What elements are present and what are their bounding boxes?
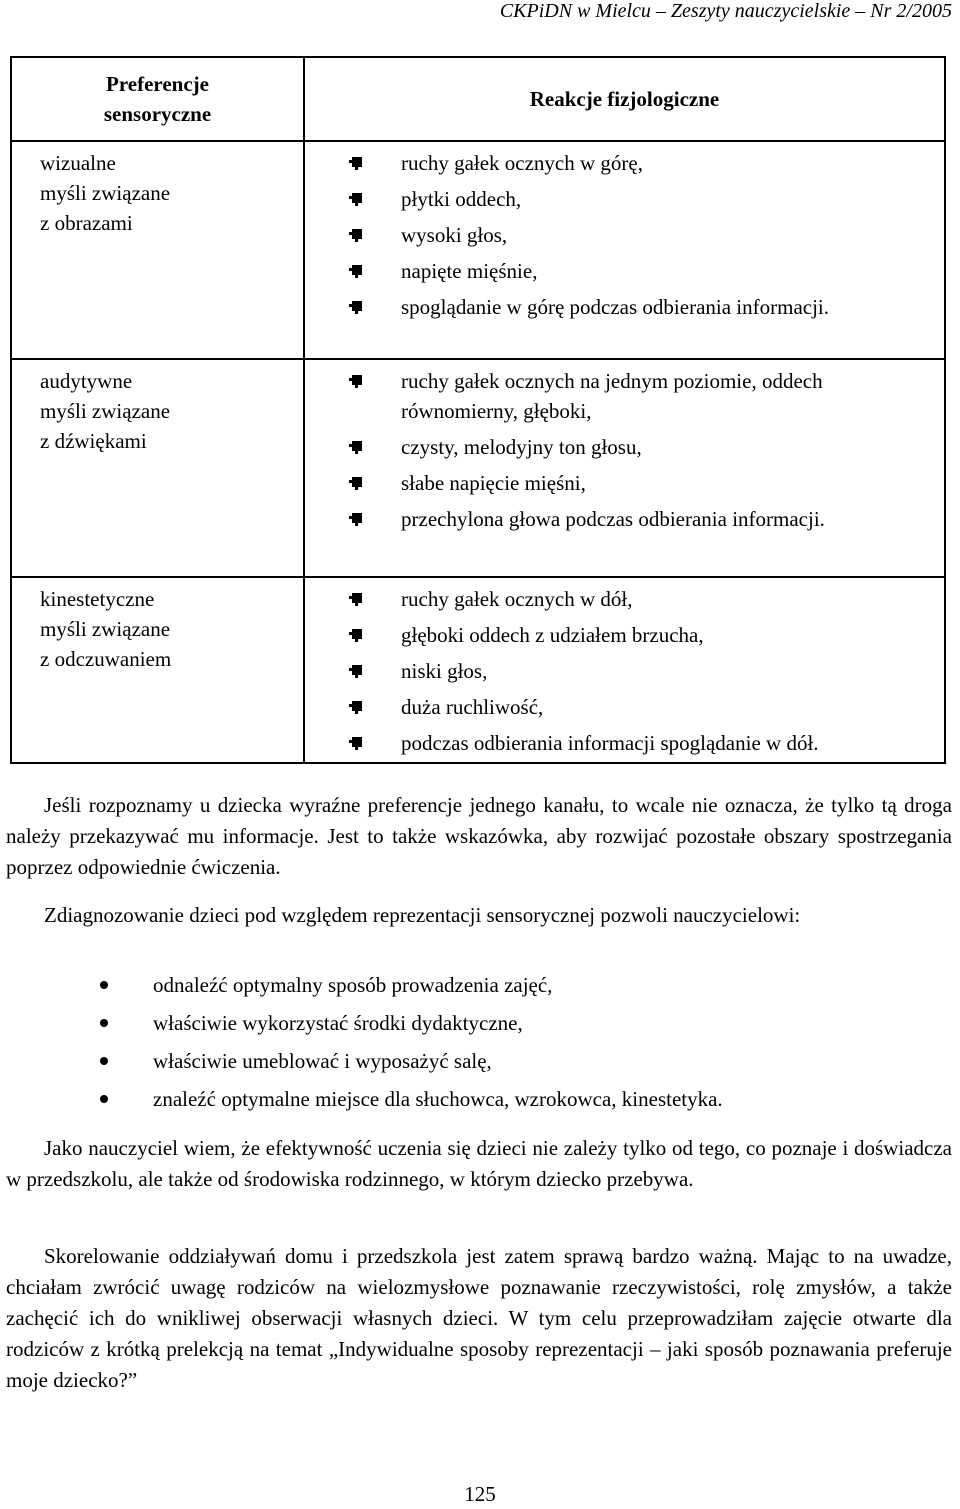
round-bullet-icon (100, 981, 108, 989)
reaction-item (305, 292, 936, 322)
list-item (100, 1042, 920, 1080)
square-bullet-icon (352, 441, 362, 451)
square-bullet-icon (352, 593, 362, 603)
round-bullet-icon (100, 1095, 108, 1103)
reaction-text: ruchy gałek ocznych w dół, (401, 587, 633, 611)
table-row-visual (11, 141, 945, 359)
modality-desc-line2: z obrazami (40, 211, 133, 235)
reaction-text: ruchy gałek ocznych na jednym poziomie, oddech równomierny, głęboki, (401, 369, 823, 423)
paragraph-text: Skorelowanie oddziaływań domu i przedszkola jest zatem sprawą bardzo ważną. Mając to na uwadze, chciałam zwrócić uwagę rodziców na wielozmysłowe poznawanie rzeczywistości, rolę zmysłów, a także zachęcić ich do wnikliwej obserwacji własnych dzieci. W tym celu przeprowadziłam zajęcie otwarte dla rodziców z krótką prelekcją na temat „Indywidualne sposoby reprezentacji – jaki sposób poznawania preferuje moje dziecko?” (6, 1244, 952, 1392)
reaction-item (305, 468, 936, 498)
square-bullet-icon (352, 629, 362, 639)
modality-name: kinestetyczne (40, 587, 155, 611)
reaction-text: wysoki głos, (401, 223, 508, 247)
square-bullet-icon (352, 375, 362, 385)
modality-name: wizualne (40, 151, 116, 175)
reaction-item (305, 148, 936, 178)
reaction-item (305, 504, 936, 534)
list-item-text: znaleźć optymalne miejsce dla słuchowca, wzrokowca, kinestetyka. (153, 1087, 723, 1111)
modality-desc-line2: z dźwiękami (40, 429, 147, 453)
paragraph-text: Jeśli rozpoznamy u dziecka wyraźne preferencje jednego kanału, to wcale nie oznacza, że tylko tą droga należy przekazywać mu informacje. Jest to także wskazówka, aby rozwijać pozostałe obszary spostrzegania poprzez odpowiednie ćwiczenia. (6, 793, 952, 879)
square-bullet-icon (352, 265, 362, 275)
reaction-text: płytki oddech, (401, 187, 522, 211)
paragraph-text: Jako nauczyciel wiem, że efektywność uczenia się dzieci nie zależy tylko od tego, co poznaje i doświadcza w przedszkolu, ale także od środowiska rodzinnego, w którym dziecko przebywa. (6, 1136, 952, 1191)
sensory-preferences-table (10, 56, 946, 764)
reaction-text: napięte mięśnie, (401, 259, 538, 283)
list-item (100, 1004, 920, 1042)
list-item-text: właściwie umeblować i wyposażyć salę, (153, 1049, 492, 1073)
reaction-text: ruchy gałek ocznych w górę, (401, 151, 643, 175)
goals-list (100, 966, 920, 1118)
reaction-item (305, 692, 936, 722)
reaction-item (305, 620, 936, 650)
reaction-item (305, 220, 936, 250)
list-item (100, 1080, 920, 1118)
list-item (100, 966, 920, 1004)
header-sensory-preferences (11, 57, 304, 141)
reaction-list (305, 584, 936, 758)
reaction-item (305, 728, 936, 758)
reaction-item (305, 256, 936, 286)
reaction-text: spoglądanie w górę podczas odbierania informacji. (401, 295, 830, 319)
square-bullet-icon (352, 193, 362, 203)
modality-cell (11, 359, 304, 577)
paragraph-text: Zdiagnozowanie dzieci pod względem reprezentacji sensorycznej pozwoli nauczycielowi: (44, 903, 801, 927)
reaction-list (305, 148, 936, 322)
paragraph-4 (6, 1241, 952, 1396)
header-physiological-reactions: Reakcje fizjologiczne (304, 57, 945, 141)
reaction-text: głęboki oddech z udziałem brzucha, (401, 623, 704, 647)
square-bullet-icon (352, 301, 362, 311)
reaction-text: przechylona głowa podczas odbierania informacji. (401, 507, 825, 531)
modality-desc-line1: myśli związane (40, 399, 171, 423)
reaction-list (305, 366, 936, 534)
list-item-text: właściwie wykorzystać środki dydaktyczne, (153, 1011, 523, 1035)
modality-cell (11, 141, 304, 359)
reaction-item (305, 184, 936, 214)
square-bullet-icon (352, 665, 362, 675)
header-col1-line1: Preferencje (106, 72, 209, 96)
paragraph-1 (6, 790, 952, 883)
reaction-item (305, 656, 936, 686)
reaction-text: duża ruchliwość, (401, 695, 544, 719)
modality-name: audytywne (40, 369, 133, 393)
paragraph-3 (6, 1133, 952, 1195)
reaction-item (305, 366, 936, 426)
running-head: CKPiDN w Mielcu – Zeszyty nauczycielskie – Nr 2/2005 (499, 0, 952, 22)
table-header-row (11, 57, 945, 141)
square-bullet-icon (352, 477, 362, 487)
round-bullet-icon (100, 1019, 108, 1027)
modality-desc-line1: myśli związane (40, 181, 171, 205)
reaction-text: słabe napięcie mięśni, (401, 471, 586, 495)
reactions-cell (304, 577, 945, 763)
table-row-auditory (11, 359, 945, 577)
square-bullet-icon (352, 229, 362, 239)
reactions-cell (304, 141, 945, 359)
square-bullet-icon (352, 513, 362, 523)
list-item-text: odnaleźć optymalny sposób prowadzenia zajęć, (153, 973, 553, 997)
reactions-cell (304, 359, 945, 577)
page-number: 125 (464, 1482, 496, 1506)
modality-cell (11, 577, 304, 763)
square-bullet-icon (352, 701, 362, 711)
square-bullet-icon (352, 157, 362, 167)
round-bullet-icon (100, 1057, 108, 1065)
modality-desc-line1: myśli związane (40, 617, 171, 641)
reaction-text: niski głos, (401, 659, 488, 683)
header-col1-line2: sensoryczne (103, 102, 212, 126)
reaction-text: czysty, melodyjny ton głosu, (401, 435, 642, 459)
paragraph-2 (6, 900, 952, 931)
reaction-text: podczas odbierania informacji spoglądanie w dół. (401, 731, 819, 755)
modality-desc-line2: z odczuwaniem (40, 647, 172, 671)
square-bullet-icon (352, 737, 362, 747)
reaction-item (305, 432, 936, 462)
table-row-kinesthetic (11, 577, 945, 763)
reaction-item (305, 584, 936, 614)
